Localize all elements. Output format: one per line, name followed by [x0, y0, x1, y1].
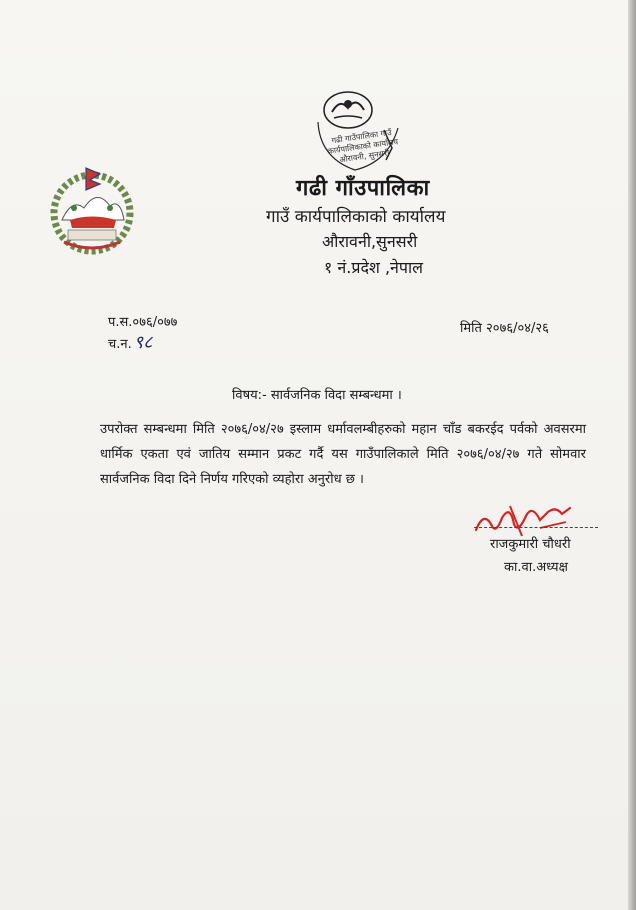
nepal-emblem-icon [42, 158, 142, 258]
reference-block [108, 313, 177, 355]
org-name: गढी गाँउपालिका [296, 176, 430, 201]
page-edge-shadow [628, 0, 636, 910]
letter-date: मिति २०७६/०४/२६ [460, 321, 549, 336]
signer-name: राजकुमारी चौधरी [490, 537, 571, 552]
letter-body: उपरोक्त सम्बन्धमा मिति २०७६/०४/२७ इस्लाम धर्मावलम्बीहरुको महान चाँड बकरईद पर्वको अवसरमा धार्मिक एकता एवं जातिय सम्मान प्रकट गर्दै यस गाउँपालिकाले मिति २०७६/०४/२७ गते सोमवार सार्वजनिक विदा दिने निर्णय गरिएको व्यहोरा अनुरोध छ । [100, 422, 586, 487]
seal-text: गढी गाउँपालिका गाउँ कार्यपालिकाको कार्यालय औरावनी, सुनसरी [327, 127, 399, 165]
patra-sankhya: प.स.०७६/०७७ [108, 315, 178, 330]
chalani-value: ९८ [133, 332, 153, 353]
province-line: १ नं.प्रदेश ,नेपाल [324, 258, 423, 277]
chalani-label: च.न. [108, 337, 132, 352]
office-name: गाउँ कार्यपालिकाको कार्यालय [266, 207, 446, 227]
chalani-number [108, 333, 177, 355]
subject-line: विषय:- सार्वजनिक विदा सम्बन्धमा । [232, 388, 402, 403]
signature-line [474, 527, 598, 528]
signer-title: का.वा.अध्यक्ष [504, 560, 568, 575]
office-address: औरावनी,सुनसरी [322, 232, 418, 251]
